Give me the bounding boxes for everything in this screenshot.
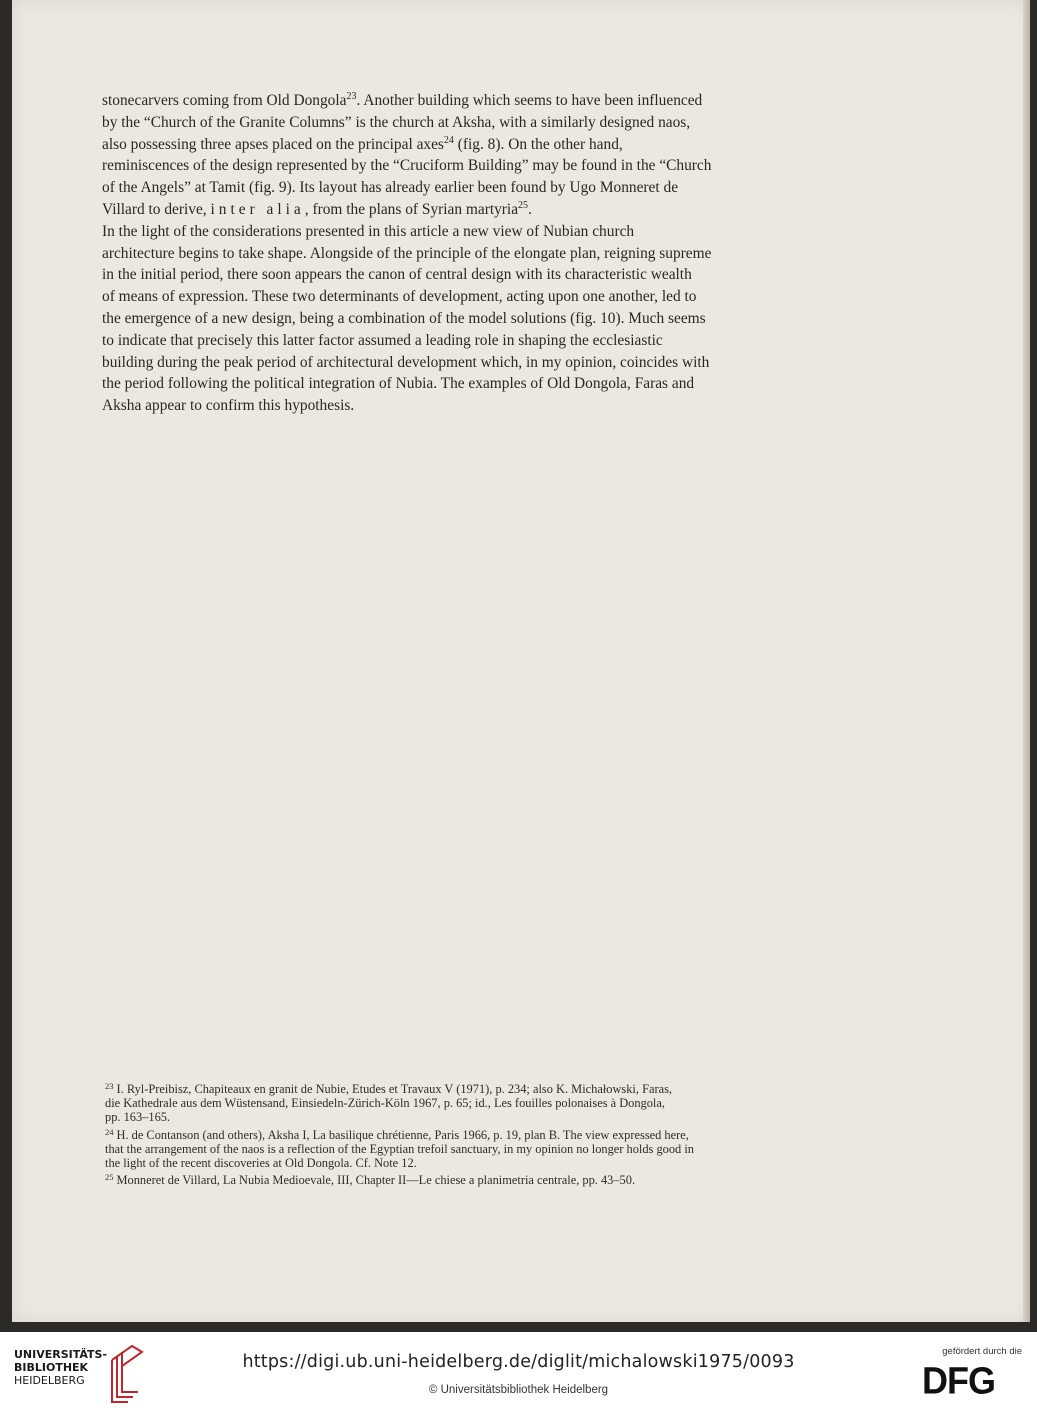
- text-line: in the initial period, there soon appears the canon of central design with its characteristic wealth: [102, 266, 692, 284]
- text-line: by the “Church of the Granite Columns” is the church at Aksha, with a similarly designed naos,: [102, 113, 691, 131]
- footnote-number: 24: [105, 1126, 114, 1137]
- text-line: of means of expression. These two determinants of development, acting upon one another, led to: [102, 288, 697, 306]
- viewer-footer: [0, 1332, 1037, 1410]
- university-library-logo[interactable]: UNIVERSITÄTS- BIBLIOTHEK HEIDELBERG: [14, 1348, 154, 1398]
- footnote-number: 23: [105, 1081, 114, 1091]
- page-edge: [1023, 0, 1030, 1322]
- footnote-number: 25: [105, 1172, 114, 1183]
- text-line: building during the peak period of architectural development which, in my opinion, coincides with: [102, 353, 710, 371]
- text-line: stonecarvers coming from Old Dongola$^{23}$. Another building which seems to have been influenced: [102, 91, 703, 109]
- funding-caption: gefördert durch die: [942, 1346, 1022, 1357]
- footnote-23: $^{23}$ I. Ryl-Preibisz, Chapiteaux en granit de Nubie, Etudes et Travaux V (1971), p. 234; also K. Michałowski, Faras, die Kathedrale aus dem Wüstensand, Einsiedeln-Zürich-Köln 1967, p. 65; id., Les fouilles polonaises à Dongola, pp. 163–165.: [105, 1081, 673, 1125]
- dfg-logo-icon: DFG: [922, 1358, 995, 1402]
- text-line: to indicate that precisely this latter factor assumed a leading role in shaping the ecclesiastic: [102, 331, 663, 349]
- footnote-ref-24[interactable]: 24: [443, 134, 454, 146]
- footnotes: [105, 1079, 865, 1187]
- paragraph-1: [102, 90, 832, 221]
- paragraph-2: [102, 221, 832, 417]
- scanned-page: [12, 0, 1030, 1322]
- footnote-24: $^{24}$ H. de Contanson (and others), Aksha I, La basilique chrétienne, Paris 1966, p. 19, plan B. The view expressed here, that the arrangement of the naos is a reflection of the Egyptian trefoil sanctuary, in my opinion no longer holds good in the light of the recent discoveries at Old Dongola. Cf. Note 12.: [105, 1126, 694, 1171]
- text-line: reminiscences of the design represented by the “Cruciform Building” may be found in the “Church: [102, 157, 712, 175]
- text-line: the period following the political integration of Nubia. The examples of Old Dongola, Faras and: [102, 375, 695, 393]
- text-line: Villard to derive, inter alia, from the plans of Syrian martyria$^{25}$.: [102, 199, 532, 218]
- text-line: Aksha appear to confirm this hypothesis.: [102, 397, 355, 415]
- text-line: of the Angels” at Tamit (fig. 9). Its layout has already earlier been found by Ugo Monneret de: [102, 179, 679, 197]
- footnote-ref-25[interactable]: 25: [518, 199, 529, 211]
- text-line: the emergence of a new design, being a combination of the model solutions (fig. 10). Much seems: [102, 309, 706, 327]
- text-line: In the light of the considerations presented in this article a new view of Nubian church: [102, 222, 635, 240]
- text-line: architecture begins to take shape. Alongside of the principle of the elongate plan, reigning supreme: [102, 244, 712, 262]
- permalink-url[interactable]: https://digi.ub.uni-heidelberg.de/diglit/michalowski1975/0093: [242, 1352, 795, 1372]
- footnote-ref-23[interactable]: 23: [346, 91, 357, 102]
- text-line: also possessing three apses placed on the principal axes$^{24}$ (fig. 8). On the other hand,: [102, 134, 623, 153]
- dfg-funding-logo[interactable]: [918, 1344, 1028, 1402]
- main-text: [102, 90, 832, 417]
- copyright-notice: © Universitätsbibliothek Heidelberg: [428, 1384, 609, 1396]
- spaced-emphasis: inter alia: [210, 200, 305, 218]
- footnote-25: $^{25}$ Monneret de Villard, La Nubia Medioevale, III, Chapter II—Le chiese a planimetria centrale, pp. 43–50.: [105, 1172, 636, 1188]
